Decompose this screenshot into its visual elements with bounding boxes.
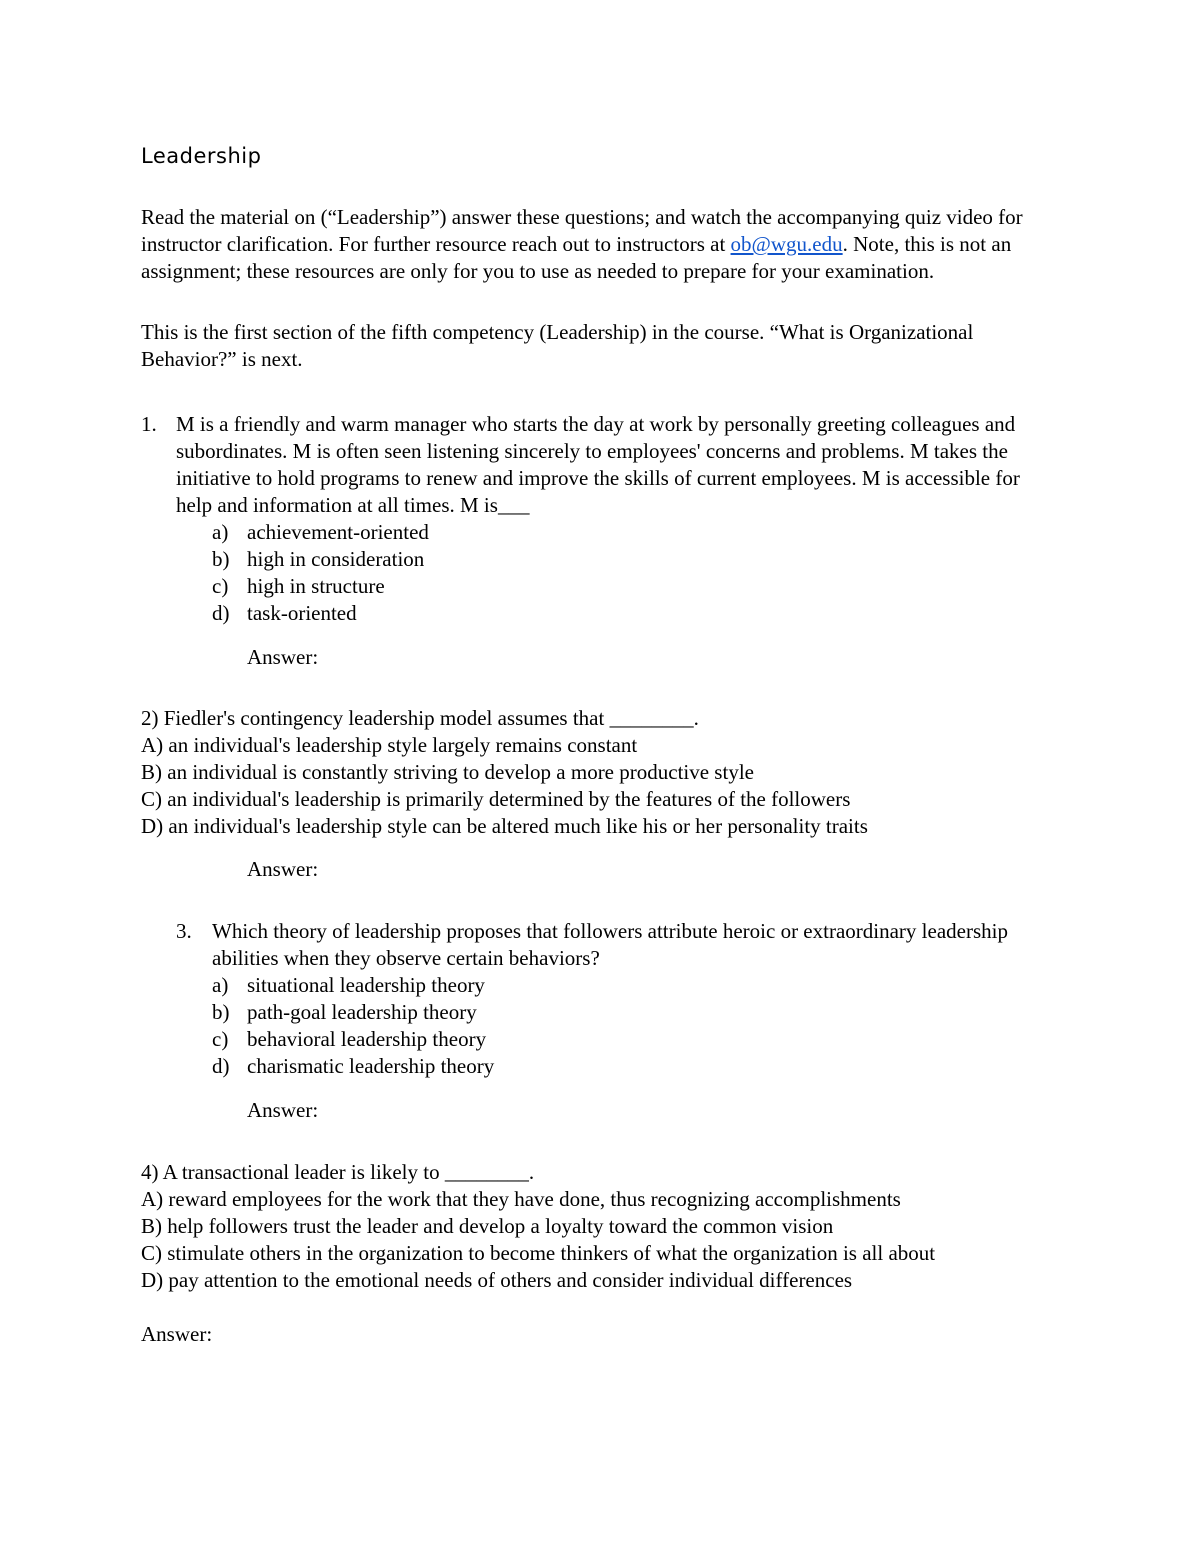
option-letter: d): [212, 601, 230, 625]
option-text: behavioral leadership theory: [247, 1027, 487, 1051]
question-stem: 2) Fiedler's contingency leadership model assumes that ________.: [141, 706, 699, 730]
intro-text: Read the material on (“Leadership”) answer these questions; and watch the accompanying quiz video for instructor clarification. For further resource reach out to instructors at: [141, 205, 1023, 256]
option-text: C) stimulate others in the organization to become thinkers of what the organization is all about: [141, 1241, 936, 1265]
option-text: A) an individual's leadership style largely remains constant: [141, 733, 638, 757]
option-letter: b): [212, 547, 230, 571]
question-stem: 4) A transactional leader is likely to ________.: [141, 1160, 535, 1184]
option-text: high in structure: [247, 574, 385, 598]
email-link[interactable]: ob@wgu.edu: [730, 232, 843, 256]
question-text: M is a friendly and warm manager who starts the day at work by personally greeting colleagues and subordinates. M is often seen listening sincerely to employees' concerns and problems. M takes the initiative to hold programs to renew and improve the skills of current employees. M is accessible for help and information at all times. M is___: [176, 412, 1020, 517]
option-letter: b): [212, 1000, 230, 1024]
question-number: 3.: [176, 919, 192, 943]
option-text: B) help followers trust the leader and develop a loyalty toward the common vision: [141, 1214, 834, 1238]
page-title: Leadership: [141, 144, 262, 168]
option-letter: d): [212, 1054, 230, 1078]
option-letter: c): [212, 574, 229, 598]
question-number: 1.: [141, 412, 157, 436]
answer-label: Answer:: [247, 645, 319, 669]
option-letter: a): [212, 973, 229, 997]
document-page: [141, 0, 1061, 1553]
option-text: high in consideration: [247, 547, 425, 571]
option-text: task-oriented: [247, 601, 357, 625]
answer-label: Answer:: [247, 1098, 319, 1122]
answer-label: Answer:: [141, 1322, 213, 1346]
option-text: charismatic leadership theory: [247, 1054, 495, 1078]
intro-paragraph: [141, 204, 1061, 285]
option-letter: a): [212, 520, 229, 544]
option-text: achievement-oriented: [247, 520, 429, 544]
option-text: B) an individual is constantly striving to develop a more productive style: [141, 760, 754, 784]
option-text: D) pay attention to the emotional needs of others and consider individual differences: [141, 1268, 853, 1292]
option-text: D) an individual's leadership style can be altered much like his or her personality traits: [141, 814, 868, 838]
option-text: C) an individual's leadership is primarily determined by the features of the followers: [141, 787, 851, 811]
option-text: situational leadership theory: [247, 973, 485, 997]
answer-label: Answer:: [247, 857, 319, 881]
option-text: path-goal leadership theory: [247, 1000, 477, 1024]
question-text: Which theory of leadership proposes that followers attribute heroic or extraordinary leadership abilities when they observe certain behaviors?: [212, 919, 1008, 970]
option-text: A) reward employees for the work that they have done, thus recognizing accomplishments: [141, 1187, 901, 1211]
option-letter: c): [212, 1027, 229, 1051]
section-note: This is the first section of the fifth competency (Leadership) in the course. “What is Organizational Behavior?” is next.: [141, 320, 974, 371]
intro-text-end: . Note, this is not an assignment; these resources are only for you to use as needed to prepare for your examination.: [141, 232, 1012, 283]
